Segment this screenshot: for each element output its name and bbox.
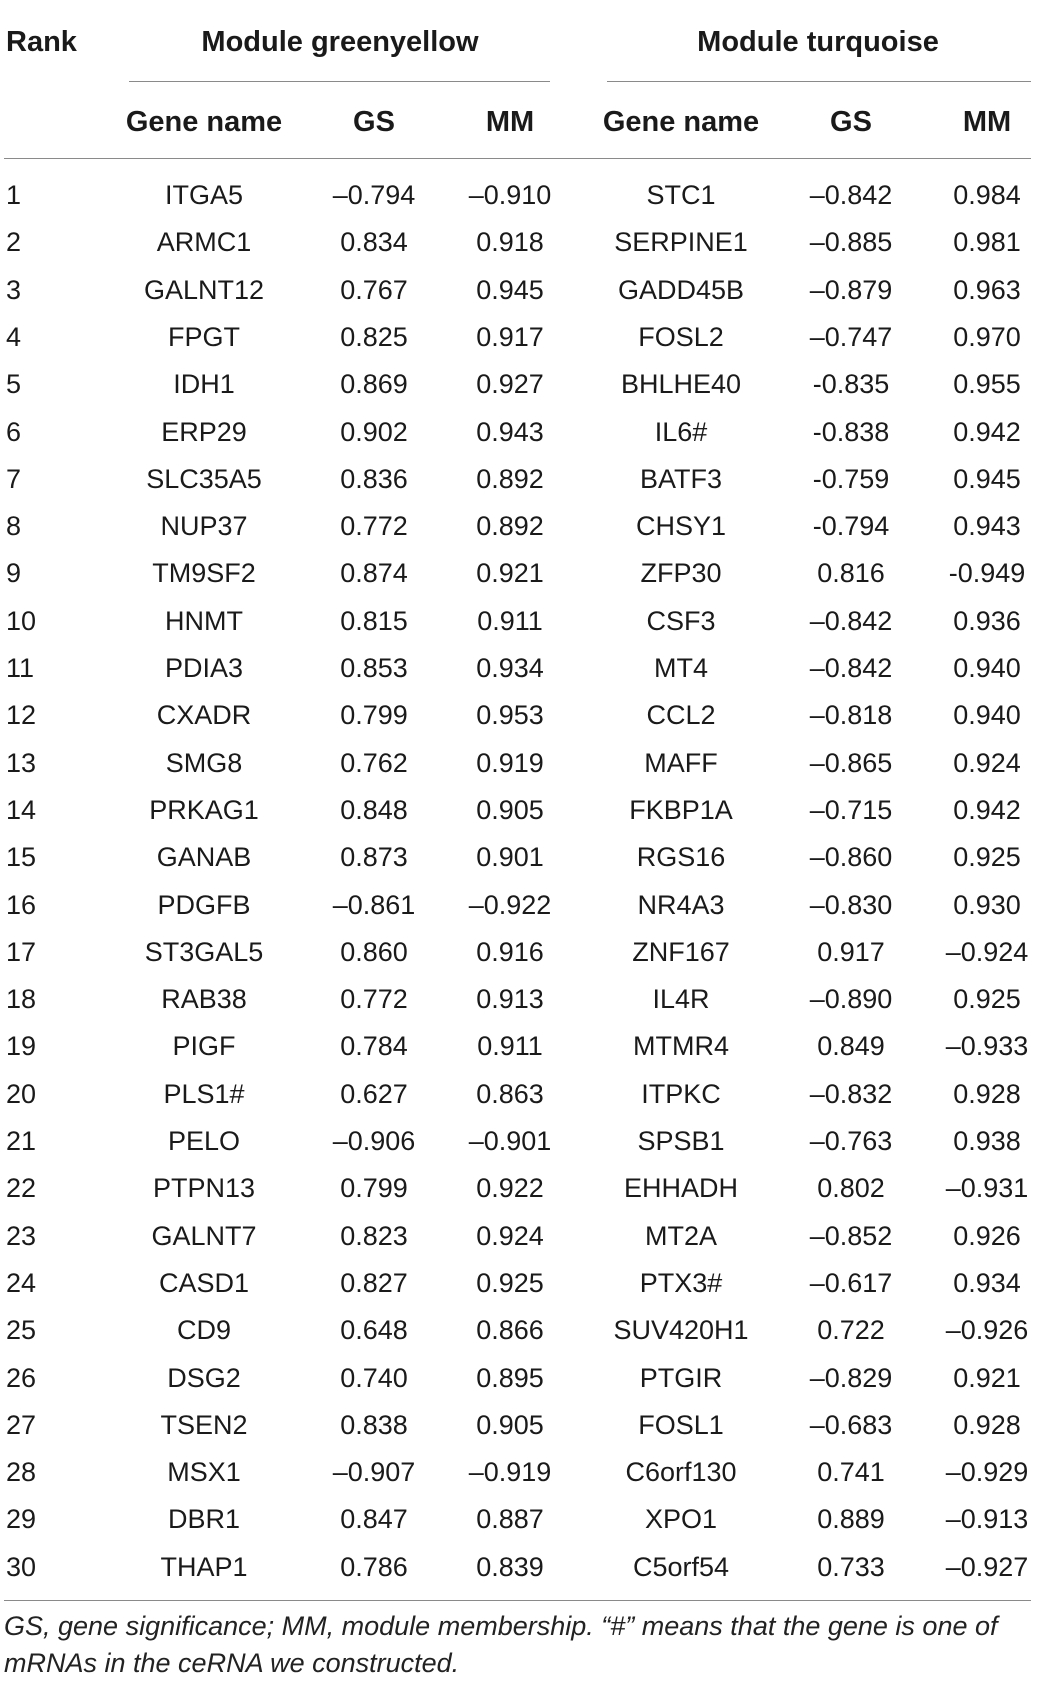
gene-name-cell: ZFP30 bbox=[640, 558, 722, 589]
gs-cell: –0.617 bbox=[809, 1267, 893, 1298]
subheader-mm-2: MM bbox=[962, 106, 1012, 138]
mm-cell: 0.943 bbox=[476, 416, 544, 447]
gene-name-cell: FPGT bbox=[168, 321, 240, 352]
gene-name-cell: PRKAG1 bbox=[149, 794, 259, 825]
gene-name-cell: NR4A3 bbox=[637, 889, 725, 920]
mm-cell: 0.930 bbox=[953, 889, 1021, 920]
gene-name-cell: PDIA3 bbox=[164, 653, 244, 683]
gs-cell: 0.849 bbox=[817, 1031, 885, 1062]
gene-name-cell: EHHADH bbox=[623, 1173, 739, 1204]
header-rule bbox=[4, 158, 1031, 159]
gs-cell: –0.832 bbox=[809, 1078, 893, 1109]
group-rule-turquoise bbox=[607, 81, 1031, 82]
gs-cell: 0.836 bbox=[340, 463, 408, 494]
mm-cell: –0.913 bbox=[945, 1504, 1029, 1535]
gene-name-cell: FOSL2 bbox=[638, 321, 724, 352]
subheader-mm-1: MM bbox=[485, 106, 535, 138]
gs-cell: 0.853 bbox=[340, 653, 408, 683]
gene-name-cell: MTMR4 bbox=[633, 1031, 729, 1062]
gs-cell: 0.874 bbox=[340, 558, 408, 589]
gs-cell: 0.772 bbox=[340, 984, 408, 1015]
mm-cell: 0.866 bbox=[476, 1315, 544, 1346]
gs-cell: –0.715 bbox=[809, 794, 893, 825]
mm-cell: 0.921 bbox=[476, 558, 544, 589]
gene-name-cell: TSEN2 bbox=[160, 1409, 248, 1440]
group-header-greenyellow: Module greenyellow bbox=[201, 26, 479, 58]
gs-cell: -0.794 bbox=[812, 511, 890, 542]
mm-cell: 0.924 bbox=[953, 747, 1021, 778]
rank-cell: 21 bbox=[6, 1126, 37, 1156]
gs-cell: –0.763 bbox=[809, 1126, 893, 1156]
gene-name-cell: ARMC1 bbox=[156, 227, 252, 258]
gs-cell: –0.842 bbox=[809, 605, 893, 636]
gene-name-cell: THAP1 bbox=[160, 1551, 248, 1582]
subheader-gene-name-1: Gene name bbox=[125, 106, 283, 138]
rank-cell: 20 bbox=[6, 1078, 37, 1109]
gs-cell: 0.827 bbox=[340, 1267, 408, 1298]
gs-cell: -0.759 bbox=[812, 463, 890, 494]
gene-name-cell: PDGFB bbox=[157, 889, 251, 920]
rank-cell: 28 bbox=[6, 1457, 37, 1488]
subheader-gene-name-2: Gene name bbox=[602, 106, 760, 138]
gs-cell: 0.860 bbox=[340, 936, 408, 967]
gs-cell: –0.885 bbox=[809, 227, 893, 258]
rank-cell: 10 bbox=[6, 605, 37, 636]
gs-cell: 0.762 bbox=[340, 747, 408, 778]
rank-cell: 6 bbox=[6, 416, 22, 447]
gene-name-cell: FKBP1A bbox=[629, 794, 733, 825]
rank-cell: 23 bbox=[6, 1220, 37, 1251]
mm-cell: 0.917 bbox=[476, 321, 544, 352]
gs-cell: 0.816 bbox=[817, 558, 885, 589]
rank-cell: 30 bbox=[6, 1551, 37, 1582]
gene-name-cell: MT2A bbox=[644, 1220, 718, 1251]
gs-cell: 0.873 bbox=[340, 842, 408, 873]
gs-cell: 0.802 bbox=[817, 1173, 885, 1204]
gene-name-cell: CCL2 bbox=[646, 700, 716, 731]
bottom-rule bbox=[4, 1600, 1031, 1601]
gene-name-cell: MSX1 bbox=[167, 1457, 241, 1488]
gs-cell: 0.902 bbox=[340, 416, 408, 447]
mm-cell: –0.926 bbox=[945, 1315, 1029, 1346]
gs-cell: –0.747 bbox=[809, 321, 893, 352]
mm-cell: 0.953 bbox=[476, 700, 544, 731]
gs-cell: 0.648 bbox=[340, 1315, 408, 1346]
rank-cell: 19 bbox=[6, 1031, 37, 1062]
mm-cell: 0.955 bbox=[953, 369, 1021, 400]
gs-cell: 0.767 bbox=[340, 274, 408, 305]
mm-cell: 0.892 bbox=[476, 511, 544, 542]
gene-name-cell: BATF3 bbox=[639, 463, 723, 494]
gene-name-cell: DBR1 bbox=[167, 1504, 241, 1535]
mm-cell: 0.919 bbox=[476, 747, 544, 778]
gs-cell: –0.861 bbox=[332, 889, 416, 920]
gs-cell: –0.829 bbox=[809, 1362, 893, 1393]
mm-cell: –0.922 bbox=[468, 889, 552, 920]
mm-cell: 0.963 bbox=[953, 274, 1021, 305]
group-rule-greenyellow bbox=[129, 81, 550, 82]
gene-name-cell: SERPINE1 bbox=[614, 227, 748, 258]
mm-cell: –0.931 bbox=[945, 1173, 1029, 1204]
mm-cell: 0.911 bbox=[477, 1031, 543, 1062]
mm-cell: 0.984 bbox=[953, 180, 1021, 210]
gene-name-cell: SMG8 bbox=[165, 747, 243, 778]
mm-cell: 0.940 bbox=[953, 700, 1021, 731]
rank-cell: 11 bbox=[6, 653, 35, 683]
gs-cell: 0.733 bbox=[817, 1551, 885, 1582]
subheader-gs-2: GS bbox=[830, 106, 872, 138]
gene-name-cell: FOSL1 bbox=[638, 1409, 724, 1440]
gs-cell: 0.799 bbox=[340, 1173, 408, 1204]
gene-name-cell: SUV420H1 bbox=[613, 1315, 749, 1346]
rank-header: Rank bbox=[6, 26, 77, 58]
gene-name-cell: GADD45B bbox=[617, 274, 745, 305]
mm-cell: 0.928 bbox=[953, 1078, 1021, 1109]
mm-cell: 0.945 bbox=[476, 274, 544, 305]
rank-cell: 12 bbox=[6, 700, 37, 731]
gene-name-cell: TM9SF2 bbox=[152, 558, 256, 589]
rank-cell: 2 bbox=[6, 227, 22, 258]
gene-name-cell: C5orf54 bbox=[632, 1551, 730, 1582]
mm-cell: –0.924 bbox=[945, 936, 1029, 967]
gene-name-cell: SPSB1 bbox=[637, 1126, 725, 1156]
gs-cell: 0.869 bbox=[340, 369, 408, 400]
gs-cell: -0.838 bbox=[812, 416, 890, 447]
rank-cell: 29 bbox=[6, 1504, 37, 1535]
mm-cell: 0.924 bbox=[476, 1220, 544, 1251]
rank-cell: 3 bbox=[6, 274, 22, 305]
gene-name-cell: PTGIR bbox=[639, 1362, 723, 1393]
gene-name-cell: GALNT7 bbox=[151, 1220, 257, 1251]
gs-cell: 0.834 bbox=[340, 227, 408, 258]
mm-cell: –0.919 bbox=[468, 1457, 552, 1488]
gene-name-cell: GALNT12 bbox=[143, 274, 265, 305]
gs-cell: 0.838 bbox=[340, 1409, 408, 1440]
gene-name-cell: MAFF bbox=[644, 747, 718, 778]
gene-name-cell: GANAB bbox=[156, 842, 252, 873]
rank-cell: 25 bbox=[6, 1315, 37, 1346]
gene-name-cell: RGS16 bbox=[636, 842, 726, 873]
gene-name-cell: C6orf130 bbox=[625, 1457, 737, 1488]
mm-cell: 0.942 bbox=[953, 794, 1021, 825]
gene-name-cell: HNMT bbox=[165, 605, 243, 636]
gs-cell: 0.784 bbox=[340, 1031, 408, 1062]
rank-cell: 9 bbox=[6, 558, 22, 589]
mm-cell: 0.905 bbox=[476, 794, 544, 825]
rank-cell: 16 bbox=[6, 889, 37, 920]
mm-cell: 0.940 bbox=[953, 653, 1021, 683]
gs-cell: 0.772 bbox=[340, 511, 408, 542]
gene-name-cell: STC1 bbox=[646, 180, 716, 210]
gs-cell: 0.815 bbox=[340, 605, 408, 636]
gene-name-cell: PTX3# bbox=[639, 1267, 723, 1298]
rank-cell: 18 bbox=[6, 984, 37, 1015]
gs-cell: –0.907 bbox=[332, 1457, 416, 1488]
gene-name-cell: CD9 bbox=[176, 1315, 232, 1346]
rank-cell: 1 bbox=[6, 180, 22, 210]
gs-cell: –0.852 bbox=[809, 1220, 893, 1251]
rank-cell: 13 bbox=[6, 747, 37, 778]
gene-name-cell: XPO1 bbox=[644, 1504, 718, 1535]
gene-name-cell: IL6# bbox=[654, 416, 708, 447]
gs-cell: –0.890 bbox=[809, 984, 893, 1015]
gs-cell: –0.830 bbox=[809, 889, 893, 920]
mm-cell: 0.943 bbox=[953, 511, 1021, 542]
gs-cell: 0.848 bbox=[340, 794, 408, 825]
mm-cell: 0.934 bbox=[953, 1267, 1021, 1298]
mm-cell: 0.925 bbox=[476, 1267, 544, 1298]
gs-cell: 0.741 bbox=[817, 1457, 885, 1488]
mm-cell: 0.901 bbox=[476, 842, 544, 873]
mm-cell: 0.922 bbox=[476, 1173, 544, 1204]
gene-name-cell: BHLHE40 bbox=[620, 369, 742, 400]
gs-cell: 0.786 bbox=[340, 1551, 408, 1582]
gene-name-cell: ITPKC bbox=[641, 1078, 721, 1109]
mm-cell: 0.911 bbox=[477, 605, 543, 636]
gene-name-cell: CASD1 bbox=[158, 1267, 250, 1298]
rank-cell: 15 bbox=[6, 842, 37, 873]
rank-cell: 5 bbox=[6, 369, 22, 400]
mm-cell: -0.949 bbox=[948, 558, 1026, 589]
gene-name-cell: ST3GAL5 bbox=[144, 936, 264, 967]
gene-name-cell: CSF3 bbox=[646, 605, 716, 636]
rank-cell: 8 bbox=[6, 511, 22, 542]
rank-cell: 26 bbox=[6, 1362, 37, 1393]
mm-cell: –0.901 bbox=[468, 1126, 552, 1156]
gs-cell: 0.740 bbox=[340, 1362, 408, 1393]
gs-cell: 0.889 bbox=[817, 1504, 885, 1535]
mm-cell: 0.895 bbox=[476, 1362, 544, 1393]
gs-cell: 0.823 bbox=[340, 1220, 408, 1251]
gene-name-cell: ZNF167 bbox=[632, 936, 730, 967]
gs-cell: –0.842 bbox=[809, 180, 893, 210]
gene-name-cell: PIGF bbox=[172, 1031, 236, 1062]
gene-name-cell: CXADR bbox=[156, 700, 252, 731]
mm-cell: 0.926 bbox=[953, 1220, 1021, 1251]
gs-cell: 0.722 bbox=[817, 1315, 885, 1346]
mm-cell: 0.916 bbox=[476, 936, 544, 967]
mm-cell: 0.925 bbox=[953, 984, 1021, 1015]
table-footnote: GS, gene significance; MM, module membership. “#” means that the gene is one of mRNAs in the ceRNA we constructed. bbox=[4, 1611, 998, 1678]
mm-cell: –0.910 bbox=[468, 180, 552, 210]
mm-cell: –0.933 bbox=[945, 1031, 1029, 1062]
gs-cell: –0.818 bbox=[809, 700, 893, 731]
gs-cell: –0.683 bbox=[809, 1409, 893, 1440]
gene-name-cell: CHSY1 bbox=[635, 511, 727, 542]
gs-cell: 0.917 bbox=[817, 936, 885, 967]
gs-cell: –0.865 bbox=[809, 747, 893, 778]
mm-cell: 0.938 bbox=[953, 1126, 1021, 1156]
mm-cell: 0.934 bbox=[476, 653, 544, 683]
mm-cell: 0.839 bbox=[476, 1551, 544, 1582]
gs-cell: -0.835 bbox=[812, 369, 890, 400]
gs-cell: –0.842 bbox=[809, 653, 893, 683]
gene-name-cell: PLS1# bbox=[163, 1078, 245, 1109]
gene-name-cell: ITGA5 bbox=[164, 180, 244, 210]
gene-name-cell: SLC35A5 bbox=[146, 463, 262, 494]
mm-cell: 0.918 bbox=[476, 227, 544, 258]
gene-name-cell: IDH1 bbox=[173, 369, 235, 400]
rank-cell: 22 bbox=[6, 1173, 37, 1204]
gene-name-cell: MT4 bbox=[654, 653, 708, 683]
rank-cell: 14 bbox=[6, 794, 37, 825]
rank-cell: 7 bbox=[6, 463, 22, 494]
gs-cell: 0.847 bbox=[340, 1504, 408, 1535]
mm-cell: 0.981 bbox=[953, 227, 1021, 258]
mm-cell: 0.942 bbox=[953, 416, 1021, 447]
mm-cell: –0.927 bbox=[945, 1551, 1029, 1582]
gene-name-cell: IL4R bbox=[652, 984, 710, 1015]
mm-cell: 0.913 bbox=[476, 984, 544, 1015]
group-header-turquoise: Module turquoise bbox=[697, 26, 939, 58]
mm-cell: 0.925 bbox=[953, 842, 1021, 873]
gs-cell: –0.879 bbox=[809, 274, 893, 305]
gene-name-cell: DSG2 bbox=[167, 1362, 241, 1393]
mm-cell: –0.929 bbox=[945, 1457, 1029, 1488]
mm-cell: 0.905 bbox=[476, 1409, 544, 1440]
gs-cell: 0.799 bbox=[340, 700, 408, 731]
mm-cell: 0.936 bbox=[953, 605, 1021, 636]
mm-cell: 0.970 bbox=[953, 321, 1021, 352]
mm-cell: 0.945 bbox=[953, 463, 1021, 494]
gs-cell: –0.860 bbox=[809, 842, 893, 873]
gene-name-cell: NUP37 bbox=[160, 511, 248, 542]
subheader-gs-1: GS bbox=[353, 106, 395, 138]
rank-cell: 24 bbox=[6, 1267, 37, 1298]
gs-cell: –0.906 bbox=[332, 1126, 416, 1156]
gene-name-cell: PELO bbox=[167, 1126, 241, 1156]
mm-cell: 0.921 bbox=[953, 1362, 1021, 1393]
mm-cell: 0.863 bbox=[476, 1078, 544, 1109]
gs-cell: 0.825 bbox=[340, 321, 408, 352]
gene-name-cell: PTPN13 bbox=[152, 1173, 256, 1204]
gs-cell: –0.794 bbox=[332, 180, 416, 210]
gs-cell: 0.627 bbox=[340, 1078, 408, 1109]
mm-cell: 0.928 bbox=[953, 1409, 1021, 1440]
gene-name-cell: RAB38 bbox=[161, 984, 247, 1015]
mm-cell: 0.927 bbox=[476, 369, 544, 400]
mm-cell: 0.892 bbox=[476, 463, 544, 494]
rank-cell: 4 bbox=[6, 321, 22, 352]
mm-cell: 0.887 bbox=[476, 1504, 544, 1535]
gene-name-cell: ERP29 bbox=[161, 416, 247, 447]
rank-cell: 17 bbox=[6, 936, 37, 967]
rank-cell: 27 bbox=[6, 1409, 37, 1440]
